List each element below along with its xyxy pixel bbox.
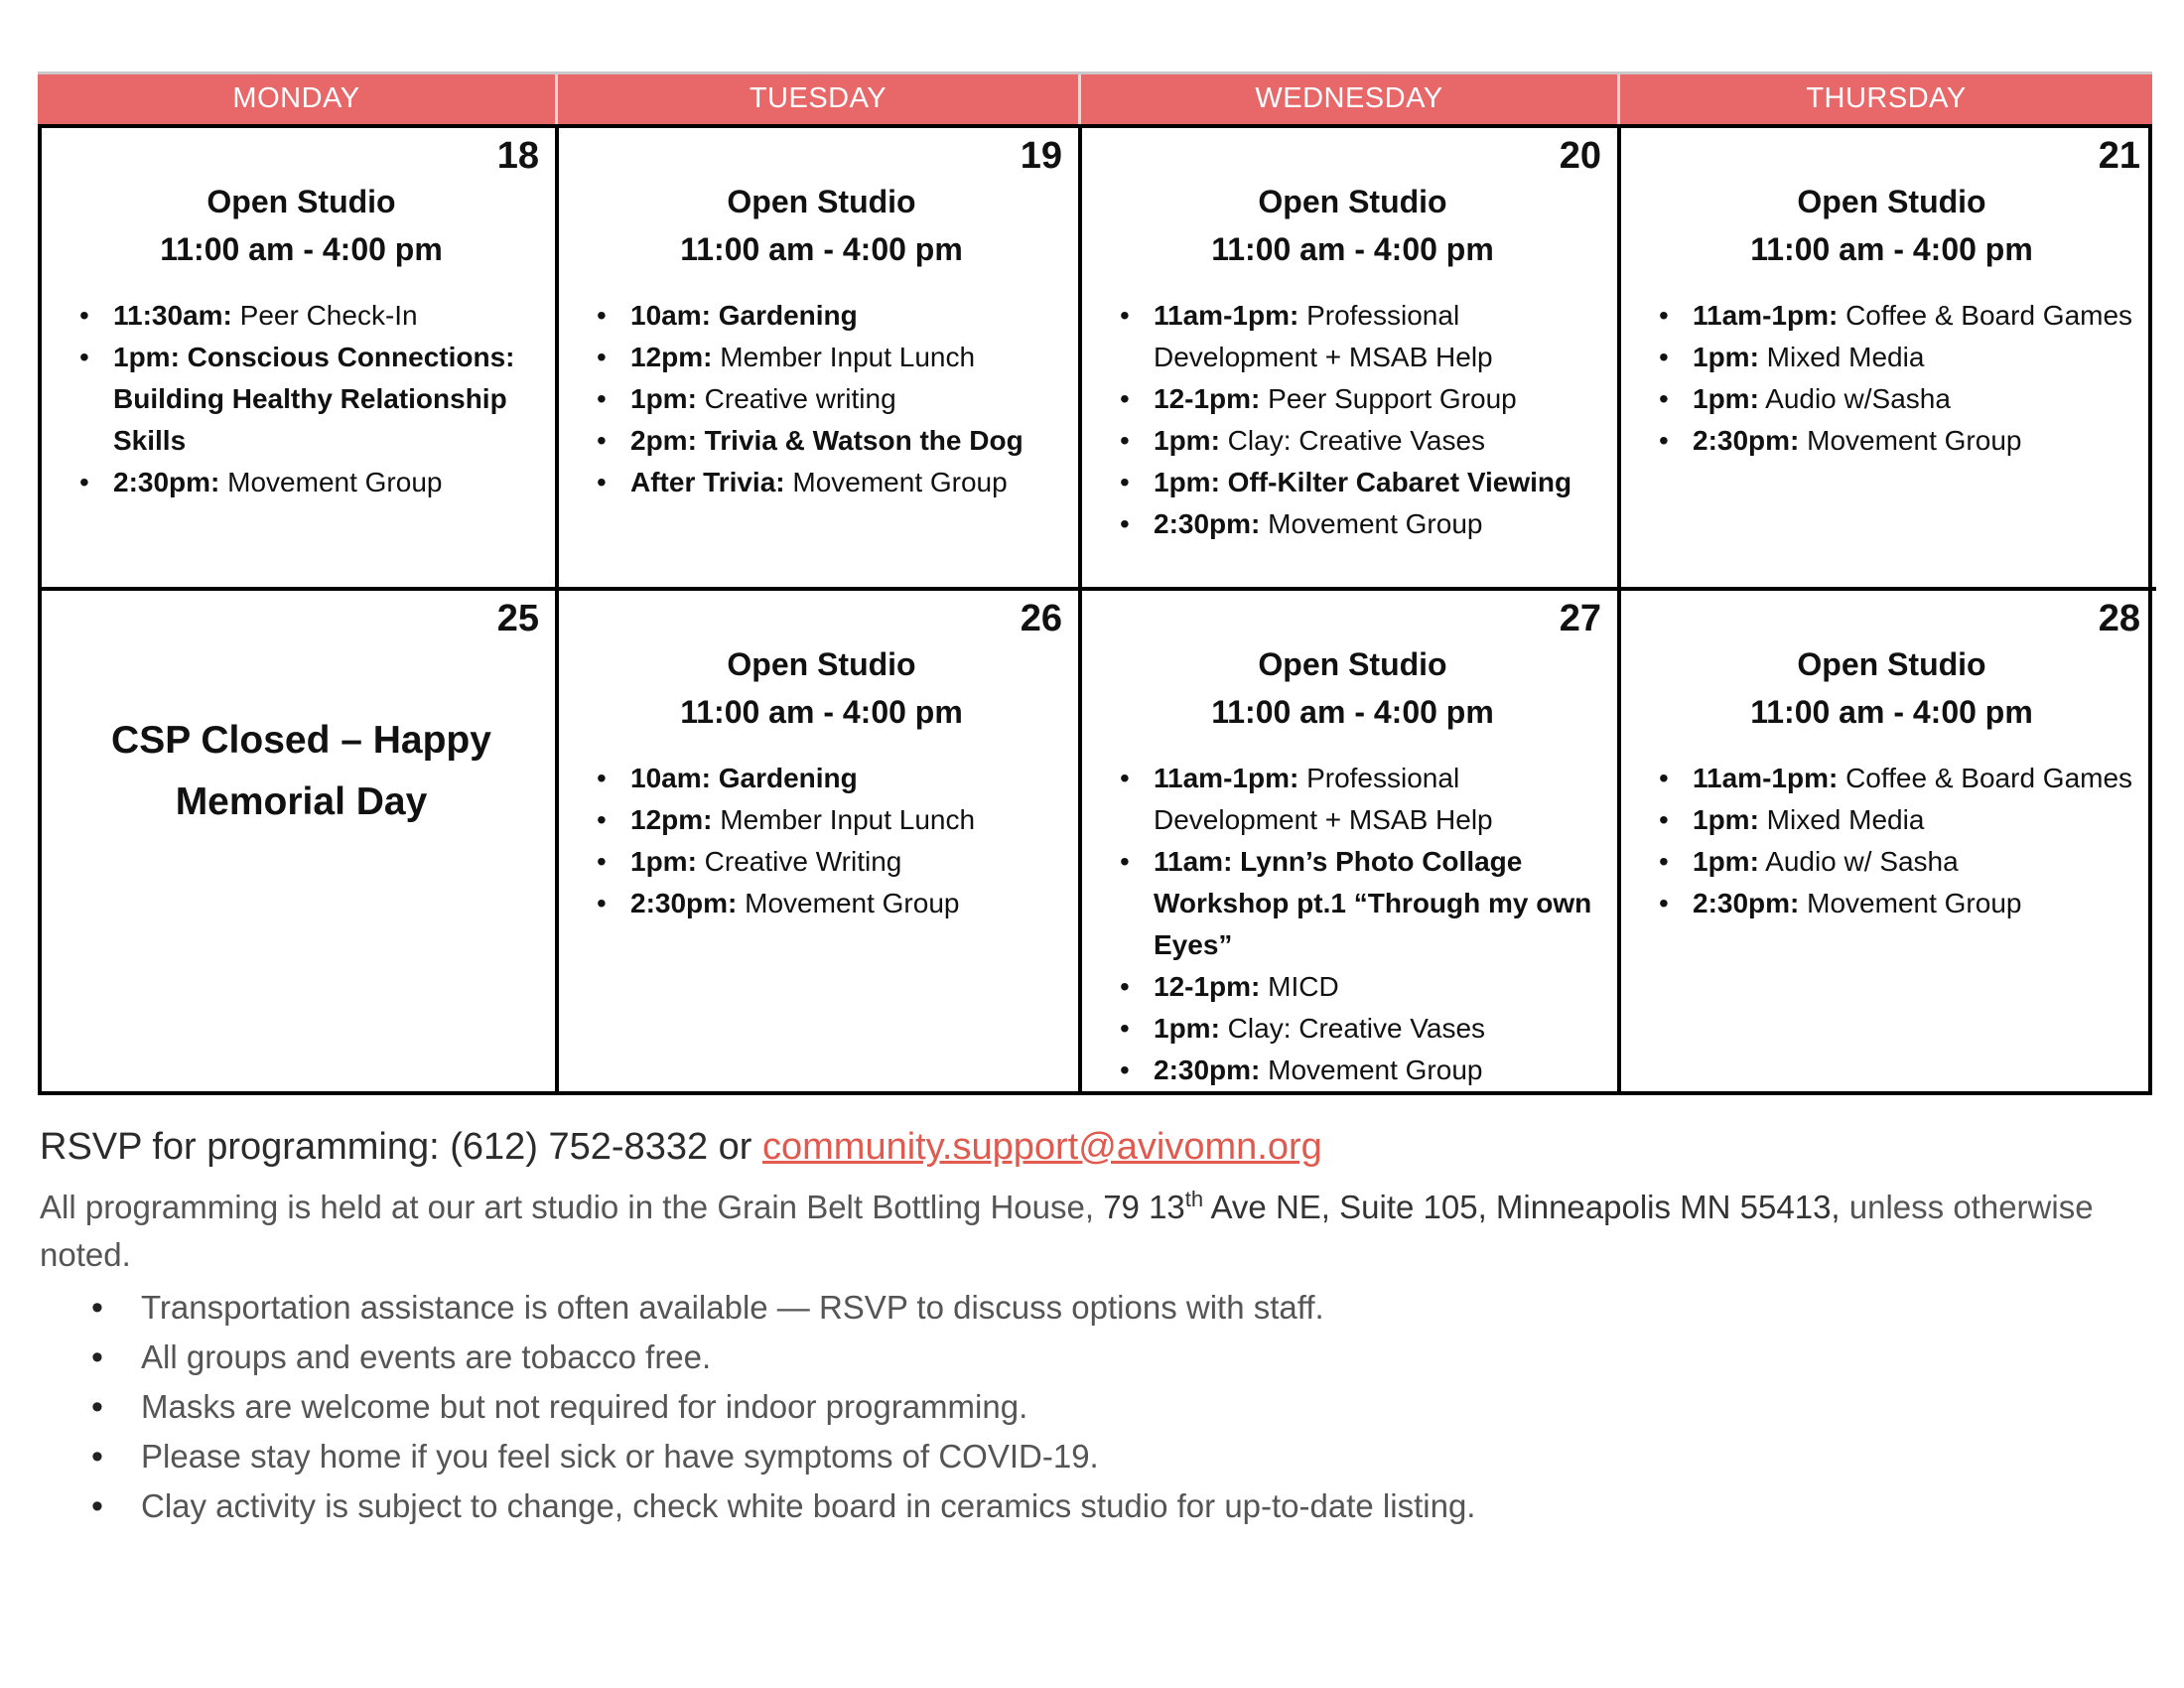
day-cell-20 (1082, 128, 1621, 591)
event-time: 12-1pm: (1154, 971, 1261, 1002)
session-title: Open Studio (1797, 184, 1986, 219)
event-text: Peer Check-In (231, 300, 418, 331)
event-item (579, 378, 1064, 420)
event-text: Creative writing (696, 383, 896, 414)
event-item (579, 758, 1064, 799)
note-item: • Transportation assistance is often available — RSVP to discuss options with staff. (40, 1283, 2144, 1333)
note-item: • Please stay home if you feel sick or have symptoms of COVID-19. (40, 1432, 2144, 1481)
event-list (579, 295, 1064, 503)
event-time: 11:30am: (113, 300, 232, 331)
event-item (579, 841, 1064, 883)
event-text: Clay: Creative Vases (1219, 1013, 1486, 1044)
event-text: Gardening (710, 763, 858, 793)
session-title: Open Studio (727, 184, 916, 219)
day-number: 27 (1559, 598, 1601, 639)
event-text: Gardening (710, 300, 858, 331)
event-item (1102, 1050, 1603, 1091)
event-time: 12pm: (630, 342, 713, 372)
event-time: 1pm: (1154, 1013, 1220, 1044)
closed-notice: CSP Closed – Happy Memorial Day (111, 719, 491, 823)
event-list (1102, 295, 1603, 545)
event-text: Member Input Lunch (712, 804, 976, 835)
rsvp-label: RSVP for programming: (612) 752-8332 or (40, 1126, 762, 1168)
event-list (62, 295, 541, 503)
notes-list (40, 1283, 2144, 1531)
event-text: Movement Group (219, 467, 443, 497)
event-time: 1pm: (1154, 467, 1220, 497)
event-time: 2:30pm: (1693, 425, 1800, 456)
event-list (1102, 758, 1603, 1091)
day-number: 18 (496, 135, 539, 177)
day-cell-27 (1082, 591, 1621, 1095)
session-title: Open Studio (206, 184, 396, 219)
event-item (579, 295, 1064, 337)
event-time: 2:30pm: (1693, 888, 1800, 918)
event-item (62, 295, 541, 337)
location-info (40, 1176, 2144, 1279)
event-time: 1pm: (113, 342, 180, 372)
event-time: 11am-1pm: (1154, 763, 1299, 793)
event-text: Mixed Media (1758, 804, 1925, 835)
day-number: 21 (2098, 135, 2140, 177)
event-time: 12-1pm: (1154, 383, 1261, 414)
event-item (579, 883, 1064, 924)
info-prefix: All programming is held at our art studio in the Grain Belt Bottling House, (40, 1189, 1104, 1225)
event-time: 11am-1pm: (1693, 763, 1839, 793)
event-text: Coffee & Board Games (1838, 300, 2133, 331)
day-cell-25 (42, 591, 559, 1095)
event-item (1102, 966, 1603, 1008)
day-cell-21 (1621, 128, 2156, 591)
day-cell-28 (1621, 591, 2156, 1095)
event-text: Movement Group (1260, 1055, 1483, 1085)
footer (40, 1120, 2144, 1531)
event-time: 1pm: (1693, 846, 1759, 877)
event-item (1641, 841, 2142, 883)
event-item (579, 462, 1064, 503)
event-time: 1pm: (1154, 425, 1220, 456)
event-item (1102, 758, 1603, 841)
event-list (1641, 295, 2142, 462)
weekday-header-row (38, 71, 2152, 124)
event-text: Audio w/Sasha (1758, 383, 1951, 414)
event-time: 11am: (1154, 846, 1233, 877)
day-number: 19 (1020, 135, 1062, 177)
event-time: 1pm: (630, 383, 697, 414)
weekday-header-wednesday: WEDNESDAY (1078, 74, 1617, 124)
day-number: 25 (496, 598, 539, 639)
note-item: • Masks are welcome but not required for indoor programming. (40, 1382, 2144, 1432)
session-hours: 11:00 am - 4:00 pm (1750, 231, 2033, 267)
session-title: Open Studio (1258, 646, 1447, 682)
weekday-header-tuesday: TUESDAY (555, 74, 1078, 124)
address-number: 79 13 (1103, 1189, 1185, 1225)
event-item (1102, 1008, 1603, 1050)
session-hours: 11:00 am - 4:00 pm (1750, 694, 2033, 730)
day-cell-19 (559, 128, 1082, 591)
event-time: 10am: (630, 763, 711, 793)
event-item (579, 420, 1064, 462)
event-time: 2:30pm: (630, 888, 738, 918)
event-text: Movement Group (1260, 508, 1483, 539)
event-item (1102, 420, 1603, 462)
event-text: Movement Group (784, 467, 1008, 497)
session-hours: 11:00 am - 4:00 pm (1211, 694, 1494, 730)
event-item (1641, 883, 2142, 924)
event-item (1102, 462, 1603, 503)
event-text: Conscious Connections: Building Healthy Relationship Skills (113, 342, 515, 456)
event-time: 1pm: (1693, 342, 1759, 372)
event-time: 2:30pm: (1154, 1055, 1261, 1085)
event-item (1641, 378, 2142, 420)
event-time: 1pm: (1693, 383, 1759, 414)
event-time: 12pm: (630, 804, 713, 835)
event-time: 10am: (630, 300, 711, 331)
event-item (1641, 337, 2142, 378)
event-item (1102, 841, 1603, 966)
event-item (1641, 799, 2142, 841)
weekday-header-monday: MONDAY (232, 82, 360, 114)
event-item (579, 337, 1064, 378)
day-cell-18 (42, 128, 559, 591)
event-text: Coffee & Board Games (1838, 763, 2133, 793)
event-text: MICD (1260, 971, 1339, 1002)
event-text: Trivia & Watson the Dog (696, 425, 1024, 456)
day-number: 20 (1559, 135, 1601, 177)
event-time: 2:30pm: (113, 467, 220, 497)
event-item (1641, 420, 2142, 462)
event-item (62, 462, 541, 503)
event-item (1641, 758, 2142, 799)
event-time: 11am-1pm: (1154, 300, 1299, 331)
address-suffix: th (1184, 1187, 1204, 1211)
note-item: • Clay activity is subject to change, check white board in ceramics studio for up-to-date listing. (40, 1481, 2144, 1531)
address (1103, 1189, 1840, 1225)
day-cell-26 (559, 591, 1082, 1095)
calendar (38, 71, 2152, 1095)
session-title: Open Studio (1797, 646, 1986, 682)
session-hours: 11:00 am - 4:00 pm (1211, 231, 1494, 267)
weekday-header-thursday: THURSDAY (1617, 74, 2152, 124)
session-title: Open Studio (727, 646, 916, 682)
session-hours: 11:00 am - 4:00 pm (160, 231, 443, 267)
event-text: Clay: Creative Vases (1219, 425, 1486, 456)
event-list (1641, 758, 2142, 924)
event-text: Peer Support Group (1260, 383, 1517, 414)
event-text: Movement Group (737, 888, 960, 918)
day-number: 28 (2098, 598, 2140, 639)
note-item: • All groups and events are tobacco free. (40, 1333, 2144, 1382)
rsvp-line (40, 1120, 2144, 1174)
event-item (1102, 295, 1603, 378)
event-text: Movement Group (1799, 425, 2022, 456)
session-hours: 11:00 am - 4:00 pm (680, 694, 963, 730)
event-text: Mixed Media (1758, 342, 1925, 372)
event-time: After Trivia: (630, 467, 785, 497)
event-text: Audio w/ Sasha (1758, 846, 1959, 877)
event-text: Professional Development + MSAB Help (1154, 763, 1493, 835)
event-text: Off-Kilter Cabaret Viewing (1219, 467, 1572, 497)
address-rest: Ave NE, Suite 105, Minneapolis MN 55413, (1203, 1189, 1841, 1225)
event-list (579, 758, 1064, 924)
event-item (1102, 378, 1603, 420)
event-text: Lynn’s Photo Collage Workshop pt.1 “Through my own Eyes” (1154, 846, 1592, 960)
event-item (62, 337, 541, 462)
event-time: 1pm: (630, 846, 697, 877)
event-time: 11am-1pm: (1693, 300, 1839, 331)
info-suffix: unless otherwise noted. (40, 1189, 2094, 1273)
calendar-grid (38, 124, 2152, 1095)
session-title: Open Studio (1258, 184, 1447, 219)
session-hours: 11:00 am - 4:00 pm (680, 231, 963, 267)
event-text: Member Input Lunch (712, 342, 976, 372)
event-item (1641, 295, 2142, 337)
event-time: 1pm: (1693, 804, 1759, 835)
event-text: Movement Group (1799, 888, 2022, 918)
event-item (579, 799, 1064, 841)
event-time: 2pm: (630, 425, 697, 456)
event-text: Professional Development + MSAB Help (1154, 300, 1493, 372)
event-item (1102, 503, 1603, 545)
event-text: Creative Writing (696, 846, 902, 877)
email-link[interactable]: community.support@avivomn.org (762, 1126, 1322, 1168)
day-number: 26 (1020, 598, 1062, 639)
event-time: 2:30pm: (1154, 508, 1261, 539)
